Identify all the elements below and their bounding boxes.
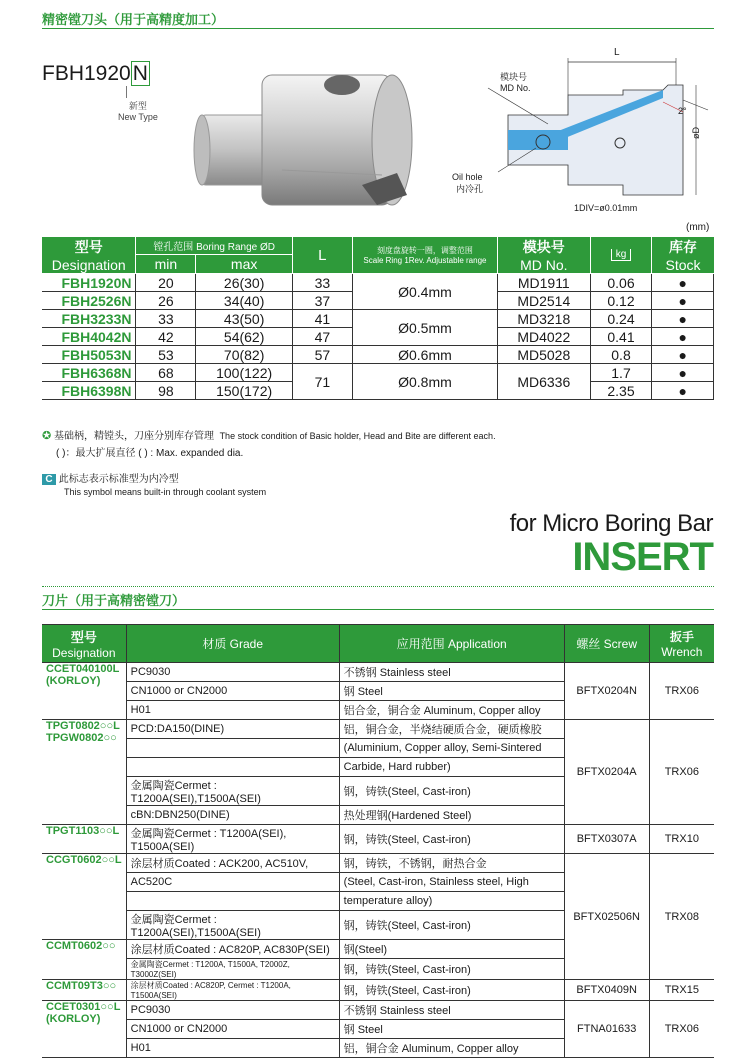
insert-wrench: TRX15 [649, 980, 714, 1001]
insert-application: temperature alloy) [339, 892, 564, 911]
table-row [42, 825, 714, 854]
th-scale: 刻度盘旋转一圈，调整范围 Scale Ring 1Rev. Adjustable range [352, 237, 497, 274]
insert-grade: PCD:DA150(DINE) [126, 720, 339, 739]
section2-dotted-rule [42, 586, 714, 587]
insert-grade: CN1000 or CN2000 [126, 682, 339, 701]
th-md: 模块号 MD No. [498, 237, 590, 274]
insert-designation: CCMT09T3○○ [42, 980, 126, 1001]
insert-application: 钢，铸铁(Steel, Cast-iron) [339, 825, 564, 854]
th-wrench: 扳手 Wrench [649, 625, 714, 663]
table-row: FBH1920N 20 26(30) 33 Ø0.4mm MD1911 0.06 ● [42, 274, 714, 292]
insert-grade: H01 [126, 701, 339, 720]
div-label: 1DIV=ø0.01mm [574, 203, 638, 213]
insert-grade: 金属陶瓷Cermet : T1200A, T1500A, T2000Z, T3000Z(SEI) [126, 959, 339, 980]
insert-application: 钢，铸铁(Steel, Cast-iron) [339, 911, 564, 940]
table-row [42, 854, 714, 873]
table-row [42, 980, 714, 1001]
insert-application: 钢 Steel [339, 682, 564, 701]
insert-wrench: TRX08 [649, 854, 714, 980]
th-designation2: 型号 Designation [42, 625, 126, 663]
th-boring-range: 镗孔范围 Boring Range ØD [136, 237, 292, 255]
section1-rule [42, 28, 714, 29]
boring-head-table [42, 236, 714, 400]
insert-designation: CCMT0602○○ [42, 940, 126, 980]
new-type-pointer [126, 86, 127, 98]
th-max: max [196, 254, 293, 273]
model-name: FBH1920N [42, 62, 148, 85]
insert-grade: cBN:DBN250(DINE) [126, 806, 339, 825]
insert-application: 不锈钢 Stainless steel [339, 663, 564, 682]
note-coolant-en: This symbol means built-in through coolant system [64, 487, 267, 497]
insert-screw: BFTX0204N [564, 663, 649, 720]
insert-grade: 涂层材质Coated : ACK200, AC510V, [126, 854, 339, 873]
angle-label: 2° [678, 106, 687, 116]
unit-label: (mm) [686, 222, 710, 233]
insert-application: 钢，铸铁(Steel, Cast-iron) [339, 777, 564, 806]
th-min: min [136, 254, 196, 273]
insert-application: Carbide, Hard rubber) [339, 758, 564, 777]
insert-grade: H01 [126, 1039, 339, 1058]
table-row: FBH2526N 26 34(40) 37 MD2514 0.12 ● [42, 292, 714, 310]
insert-grade: 金属陶瓷Cermet : T1200A(SEI), T1500A(SEI) [126, 825, 339, 854]
insert-designation: CCGT0602○○L [42, 854, 126, 940]
th-designation: 型号 Designation [42, 237, 136, 274]
insert-application: (Aluminium, Copper alloy, Semi-Sintered [339, 739, 564, 758]
insert-application: (Steel, Cast-iron, Stainless steel, High [339, 873, 564, 892]
banner-title: INSERT [572, 535, 713, 579]
insert-designation: TPGT1103○○L [42, 825, 126, 854]
note-coolant: C 此标志表示标准型为内冷型 [42, 470, 179, 485]
weight-icon: kg [611, 249, 632, 261]
insert-application: 热处理钢(Hardened Steel) [339, 806, 564, 825]
insert-screw: FTNA01633 [564, 1001, 649, 1058]
th-l: L [292, 237, 352, 274]
insert-screw: BFTX0204A [564, 720, 649, 825]
dim-d-label: øD [691, 127, 701, 139]
th-grade: 材质 Grade [126, 625, 339, 663]
insert-application: 钢，铸铁(Steel, Cast-iron) [339, 980, 564, 1001]
insert-wrench: TRX06 [649, 1001, 714, 1058]
dim-l-label: L [614, 47, 620, 58]
section2-title: 刀片（用于高精密镗刀） [42, 594, 186, 609]
th-weight [590, 237, 652, 274]
insert-application: 钢(Steel) [339, 940, 564, 959]
insert-application: 钢，铸铁，不锈钢，耐热合金 [339, 854, 564, 873]
insert-grade: AC520C [126, 873, 339, 892]
insert-designation: CCET040100L (KORLOY) [42, 663, 126, 720]
coolant-badge-icon: C [42, 474, 56, 485]
insert-grade: 金属陶瓷Cermet : T1200A(SEI),T1500A(SEI) [126, 911, 339, 940]
note-max-dia: ( )：最大扩展直径 ( ) : Max. expanded dia. [56, 448, 244, 459]
th-application: 应用范围 Application [339, 625, 564, 663]
new-type-label: 新型 New Type [118, 101, 158, 122]
insert-designation: TPGT0802○○L TPGW0802○○ [42, 720, 126, 825]
table-row: FBH6398N 98 150(172) 2.35 ● [42, 382, 714, 400]
module-label: 模块号 MD No. [500, 72, 531, 93]
banner-subtitle: for Micro Boring Bar [509, 510, 713, 537]
note-stock: ✪ 基础柄，精镗头，刀座分别库存管理 The stock condition of Basic holder, Head and Bite are different each. [42, 430, 496, 442]
table-row [42, 720, 714, 739]
insert-application: 钢 Steel [339, 1020, 564, 1039]
th-stock: 库存 Stock [652, 237, 714, 274]
note-bullet-icon: ✪ [42, 430, 52, 442]
insert-screw: BFTX0307A [564, 825, 649, 854]
insert-table [42, 624, 714, 1058]
insert-application: 铝，铜合金 Aluminum, Copper alloy [339, 1039, 564, 1058]
insert-grade: 涂层材质Coated : AC820P, Cermet : T1200A, T1500A(SEI) [126, 980, 339, 1001]
insert-grade: 金属陶瓷Cermet : T1200A(SEI),T1500A(SEI) [126, 777, 339, 806]
table-row [42, 663, 714, 682]
insert-grade: 涂层材质Coated : AC820P, AC830P(SEI) [126, 940, 339, 959]
th-screw: 螺丝 Screw [564, 625, 649, 663]
table-row [42, 1001, 714, 1020]
section1-title: 精密镗刀头（用于高精度加工） [42, 13, 225, 28]
oil-hole-label: Oil hole 内冷孔 [452, 172, 484, 194]
insert-designation: CCET0301○○L (KORLOY) [42, 1001, 126, 1058]
insert-grade: PC9030 [126, 663, 339, 682]
insert-screw: BFTX02506N [564, 854, 649, 980]
boring-head-photo [192, 55, 424, 215]
insert-application: 铝合金，铜合金 Aluminum, Copper alloy [339, 701, 564, 720]
insert-grade [126, 892, 339, 911]
insert-wrench: TRX06 [649, 663, 714, 720]
insert-wrench: TRX10 [649, 825, 714, 854]
insert-application: 钢，铸铁(Steel, Cast-iron) [339, 959, 564, 980]
table-row: FBH6368N 68 100(122) 71 Ø0.8mm MD6336 1.7 ● [42, 364, 714, 382]
table-row: FBH3233N 33 43(50) 41 Ø0.5mm MD3218 0.24 ● [42, 310, 714, 328]
table-row: FBH4042N 42 54(62) 47 MD4022 0.41 ● [42, 328, 714, 346]
table-row: FBH5053N 53 70(82) 57 Ø0.6mm MD5028 0.8 ● [42, 346, 714, 364]
insert-application: 铝，铜合金，半烧结硬质合金，硬质橡胶 [339, 720, 564, 739]
insert-grade: CN1000 or CN2000 [126, 1020, 339, 1039]
insert-wrench: TRX06 [649, 720, 714, 825]
section2-rule [42, 609, 714, 610]
insert-application: 不锈钢 Stainless steel [339, 1001, 564, 1020]
insert-grade [126, 739, 339, 758]
insert-grade: PC9030 [126, 1001, 339, 1020]
insert-grade [126, 758, 339, 777]
insert-screw: BFTX0409N [564, 980, 649, 1001]
